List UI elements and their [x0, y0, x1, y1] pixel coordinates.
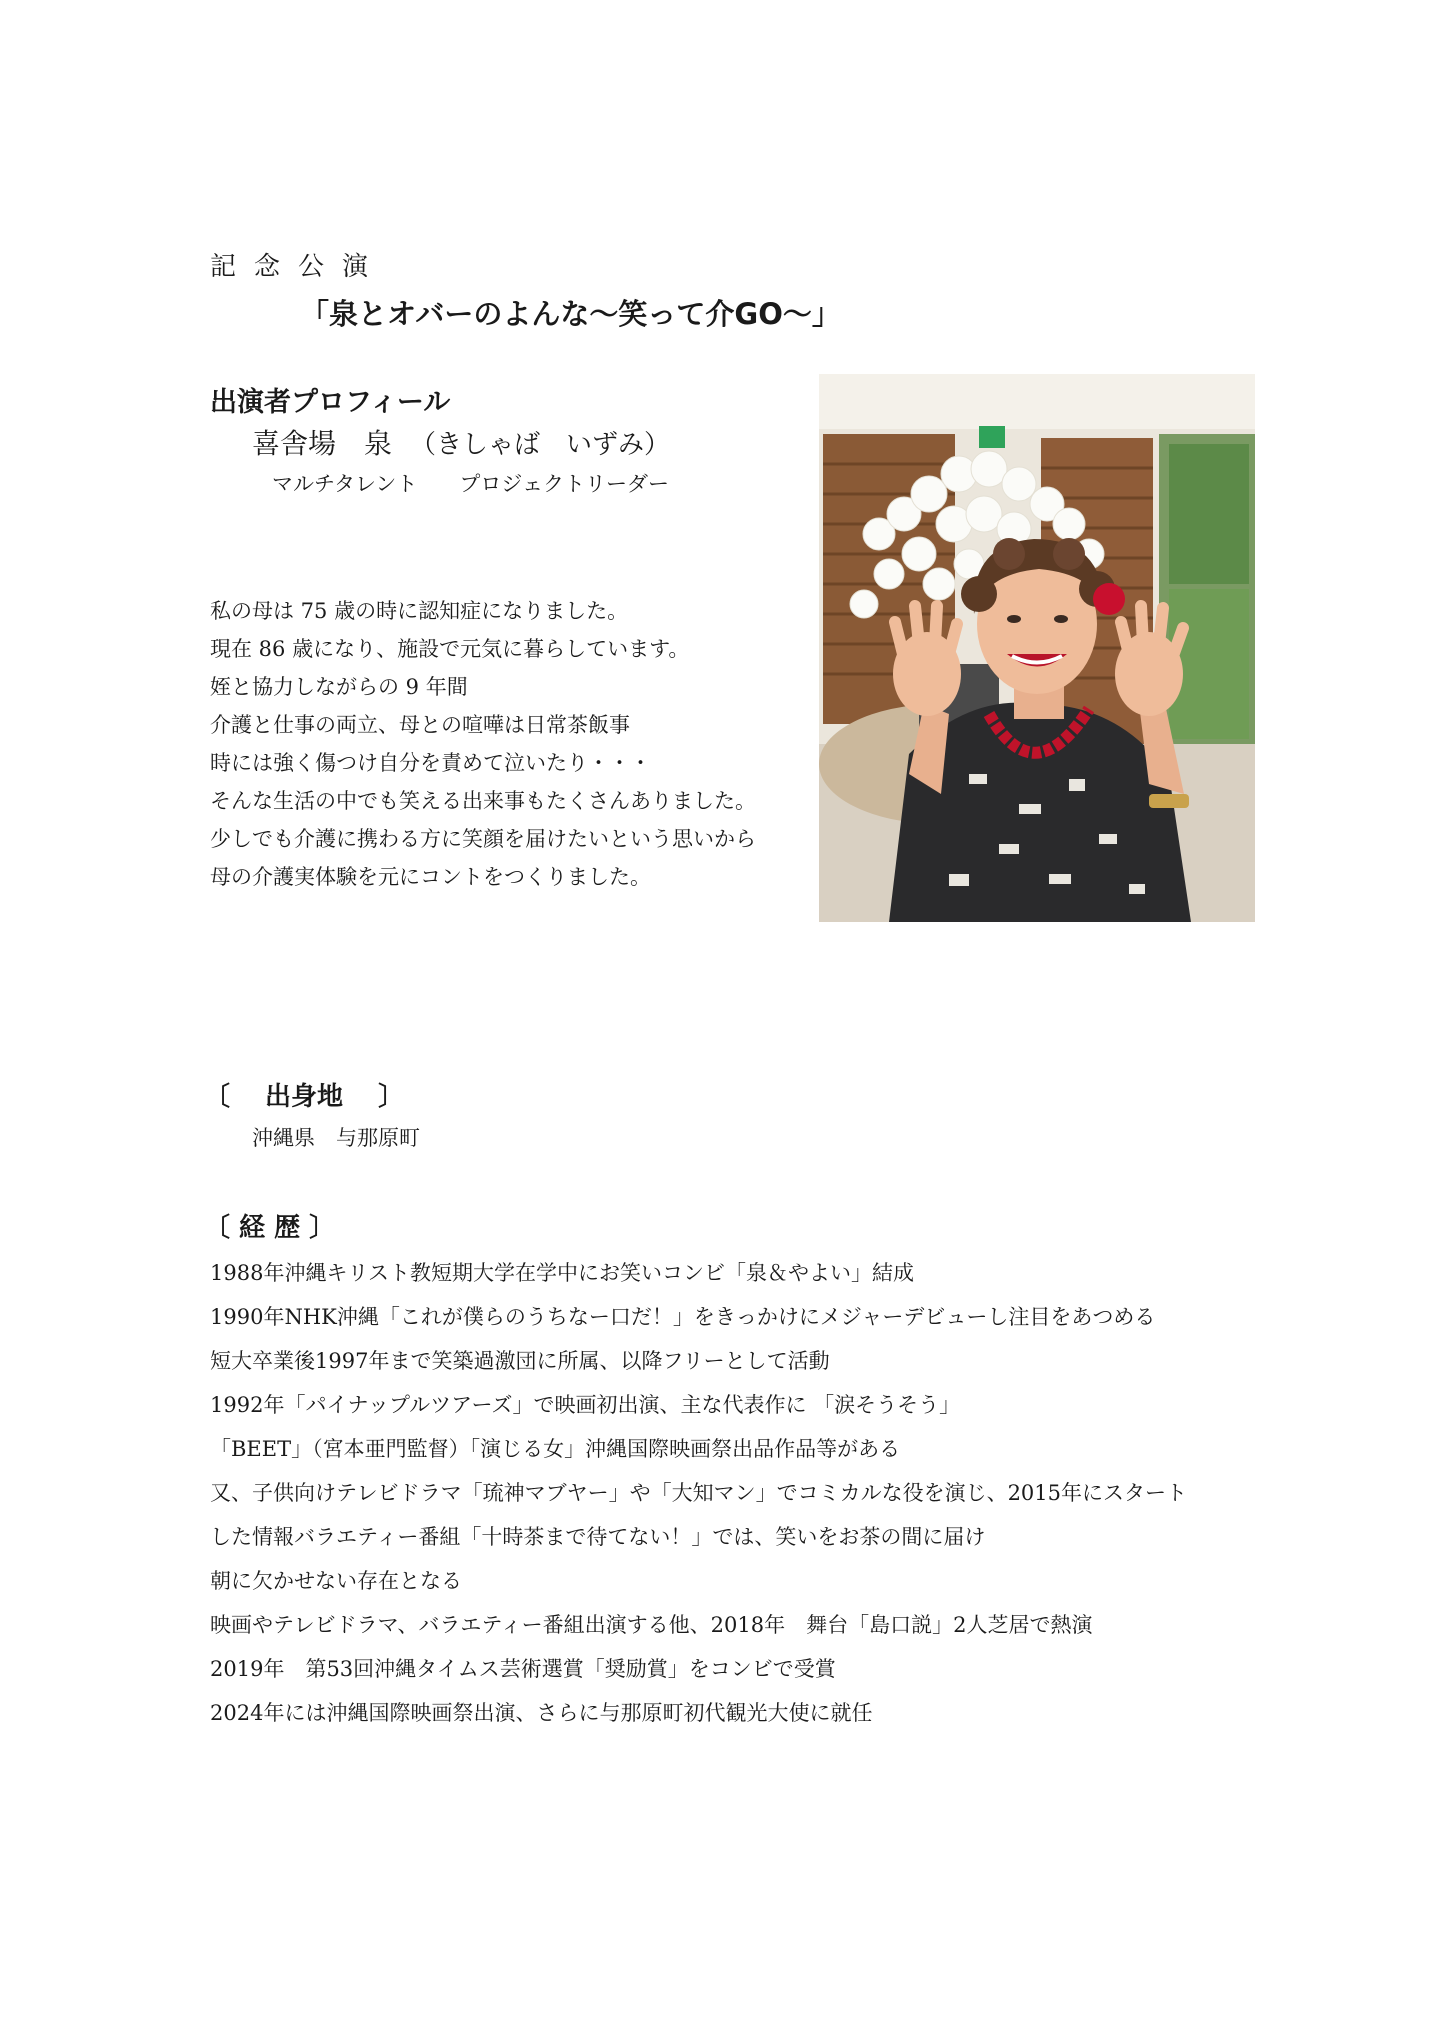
intro-text [210, 592, 756, 896]
event-title: 「泉とオバーのよんな〜笑って介GO〜」 [300, 297, 841, 331]
career-text [210, 1251, 1187, 1735]
performer-photo [819, 374, 1255, 922]
career-line: 又、子供向けテレビドラマ「琉神マブヤー」や「大知マン」でコミカルな役を演じ、2015年にスタート [210, 1481, 1188, 1505]
intro-line: 現在 86 歳になり、施設で元気に暮らしています。 [210, 637, 690, 661]
career-line: 「BEET」（宮本亜門監督）「演じる女」沖縄国際映画祭出品作品等がある [210, 1437, 901, 1461]
intro-line: そんな生活の中でも笑える出来事もたくさんありました。 [210, 789, 756, 813]
performer-name-line [252, 422, 670, 462]
career-line: した情報バラエティー番組「十時茶まで待てない！」では、笑いをお茶の間に届け [210, 1525, 986, 1549]
intro-line: 私の母は 75 歳の時に認知症になりました。 [210, 599, 629, 623]
career-line: 1990年NHK沖縄「これが僕らのうちなー口だ！」をきっかけにメジャーデビューし注目をあつめる [210, 1305, 1156, 1329]
career-line: 朝に欠かせない存在となる [210, 1569, 462, 1593]
career-line: 映画やテレビドラマ、バラエティー番組出演する他、2018年 舞台「島口説」2人芝居で熱演 [210, 1613, 1093, 1637]
performer-role: マルチタレント プロジェクトリーダー [272, 472, 670, 496]
performer-name-reading: （きしゃば いずみ） [410, 430, 671, 460]
birthplace-heading: 〔 出身地 〕 [204, 1082, 405, 1112]
performer-name: 喜舎場 泉 [252, 427, 393, 460]
career-line: 2019年 第53回沖縄タイムス芸術選賞「奨励賞」をコンビで受賞 [210, 1657, 836, 1681]
birthplace-value: 沖縄県 与那原町 [252, 1126, 420, 1150]
intro-line: 介護と仕事の両立、母との喧嘩は日常茶飯事 [210, 713, 630, 737]
intro-line: 時には強く傷つけ自分を責めて泣いたり・・・ [210, 751, 651, 775]
event-label: 記念公演 [210, 252, 387, 282]
intro-line: 姪と協力しながらの 9 年間 [210, 675, 468, 699]
intro-line: 少しでも介護に携わる方に笑顔を届けたいという思いから [210, 827, 756, 851]
profile-heading: 出演者プロフィール [210, 387, 451, 418]
career-line: 1988年沖縄キリスト教短期大学在学中にお笑いコンビ「泉＆やよい」結成 [210, 1261, 915, 1285]
career-line: 1992年「パイナップルツアーズ」で映画初出演、主な代表作に 「涙そうそう」 [210, 1393, 961, 1417]
career-line: 短大卒業後1997年まで笑築過激団に所属、以降フリーとして活動 [210, 1349, 830, 1373]
career-line: 2024年には沖縄国際映画祭出演、さらに与那原町初代観光大使に就任 [210, 1701, 873, 1725]
intro-line: 母の介護実体験を元にコントをつくりました。 [210, 865, 651, 889]
career-heading: 〔 経 歴 〕 [204, 1213, 336, 1243]
